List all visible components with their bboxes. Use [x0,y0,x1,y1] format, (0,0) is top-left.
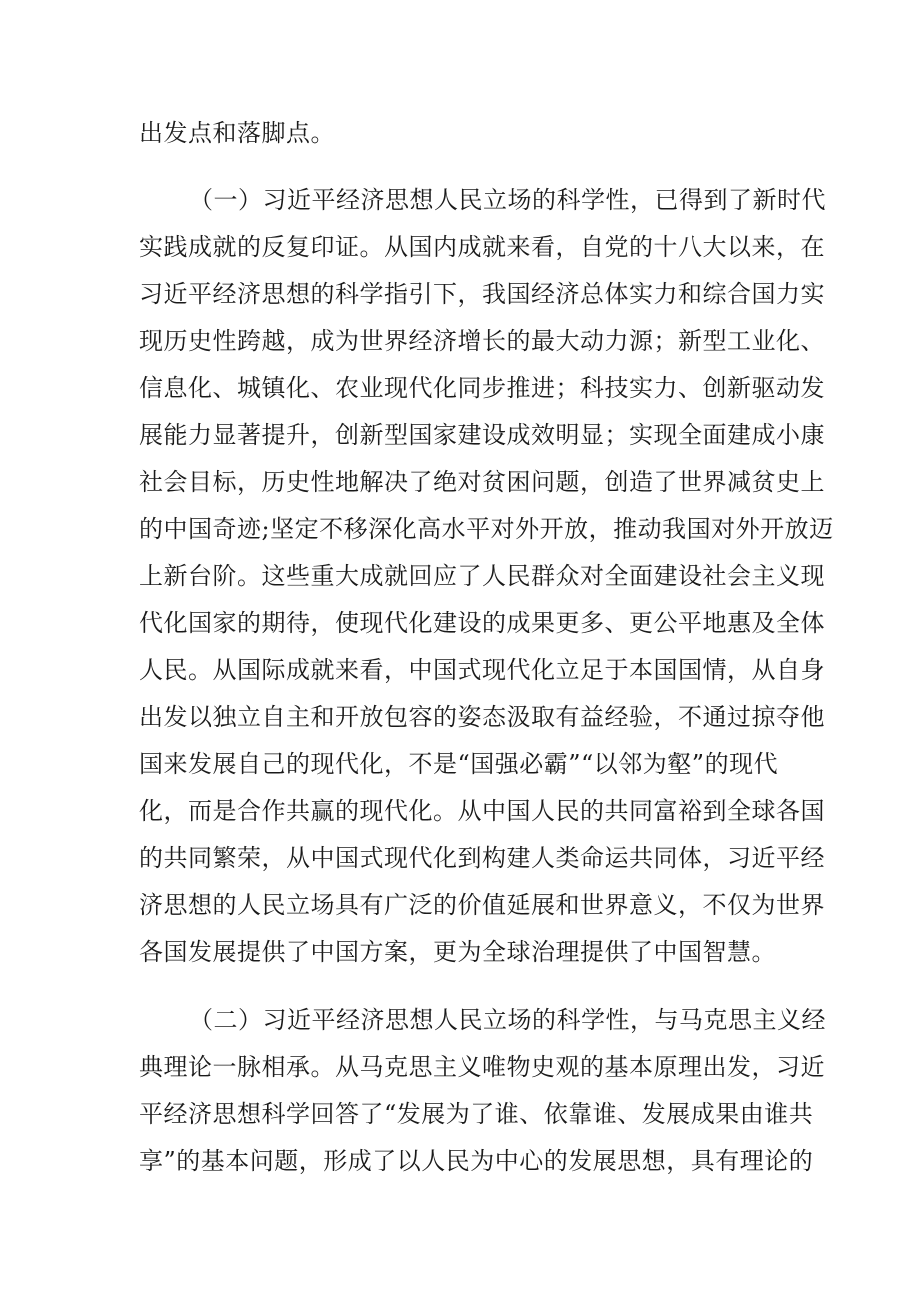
text-line: 各国发展提供了中国方案，更为全球治理提供了中国智慧。 [139,938,776,966]
text-line: 实践成就的反复印证。从国内成就来看，自党的十八大以来，在 [139,233,825,261]
text-line: 出发点和落脚点。 [139,119,335,147]
text-line: 代化国家的期待，使现代化建设的成果更多、更公平地惠及全体 [139,609,825,637]
text-line: 典理论一脉相承。从马克思主义唯物史观的基本原理出发，习近 [139,1053,825,1081]
text-line: 享”的基本问题，形成了以人民为中心的发展思想，具有理论的 [139,1147,814,1175]
text-line: 国来发展自己的现代化，不是“国强必霸”“以邻为壑”的现代 [139,750,779,778]
text-line: 展能力显著提升，创新型国家建设成效明显；实现全面建成小康 [139,421,825,449]
paragraph-2-first-line: （二）习近平经济思想人民立场的科学性，与马克思主义经 [189,1006,826,1034]
text-line: 的中国奇迹;坚定不移深化高水平对外开放，推动我国对外开放迈 [139,515,834,543]
text-line: 上新台阶。这些重大成就回应了人民群众对全面建设社会主义现 [139,562,825,590]
text-line: 平经济思想科学回答了“发展为了谁、依靠谁、发展成果由谁共 [139,1100,814,1128]
text-line: 习近平经济思想的科学指引下，我国经济总体实力和综合国力实 [139,280,825,308]
text-line: 社会目标，历史性地解决了绝对贫困问题，创造了世界减贫史上 [139,468,825,496]
text-line: 济思想的人民立场具有广泛的价值延展和世界意义，不仅为世界 [139,891,825,919]
text-line: 的共同繁荣，从中国式现代化到构建人类命运共同体，习近平经 [139,844,825,872]
text-line: 化，而是合作共赢的现代化。从中国人民的共同富裕到全球各国 [139,797,825,825]
text-line: 信息化、城镇化、农业现代化同步推进；科技实力、创新驱动发 [139,374,825,402]
paragraph-1-first-line: （一）习近平经济思想人民立场的科学性，已得到了新时代 [189,186,826,214]
text-line: 现历史性跨越，成为世界经济增长的最大动力源；新型工业化、 [139,327,825,355]
text-line: 人民。从国际成就来看，中国式现代化立足于本国国情，从自身 [139,656,825,684]
text-line: 出发以独立自主和开放包容的姿态汲取有益经验，不通过掠夺他 [139,703,825,731]
